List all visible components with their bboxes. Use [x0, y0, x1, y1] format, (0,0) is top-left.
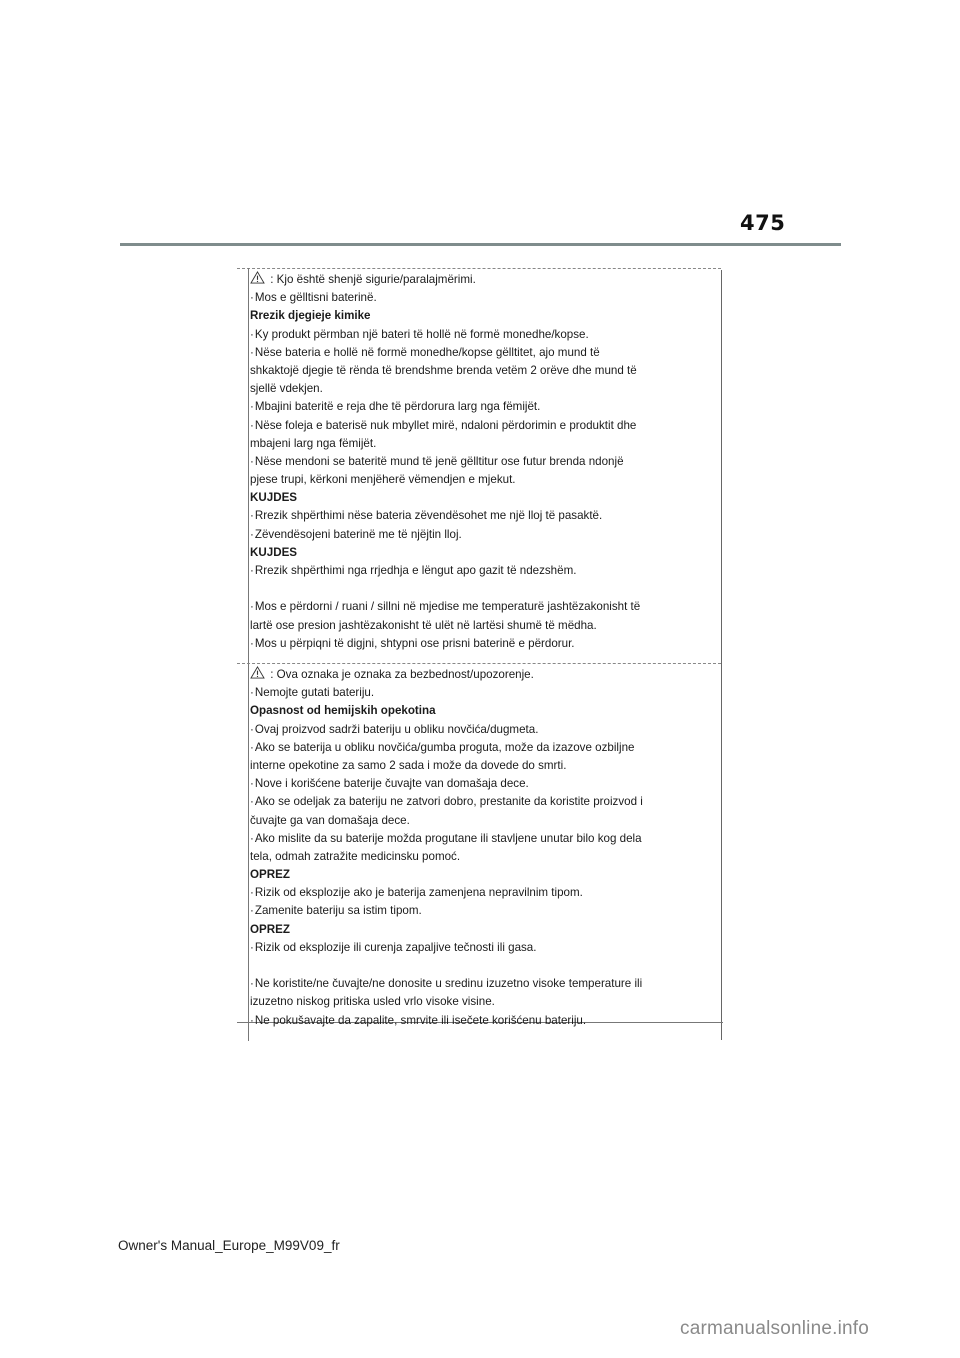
- bullet-dot: ·: [250, 509, 254, 523]
- warning-symbol-line: [250, 271, 720, 289]
- bullet-text: Ne pokušavajte da zapalite, smrvite ili isečete korišćenu bateriju.: [254, 1013, 587, 1027]
- bullet-dot: ·: [250, 600, 254, 614]
- label-left-border: [248, 268, 249, 1041]
- bullet-item: [250, 793, 720, 811]
- continuation-text: shkaktojë djegie të rënda të brendshme brenda vetëm 2 orëve dhe mund të: [250, 363, 637, 377]
- continuation-text: interne opekotine za samo 2 sada i može da dovede do smrti.: [250, 758, 567, 772]
- bullet-item: [250, 830, 720, 848]
- albanian-warning-section: [250, 271, 720, 653]
- warning-triangle-icon: [250, 666, 265, 679]
- bullet-dot: ·: [250, 527, 254, 541]
- bullet-text: Rizik od eksplozije ili curenja zapaljive tečnosti ili gasa.: [254, 940, 537, 954]
- bullet-dot: ·: [250, 418, 254, 432]
- bullet-dot: ·: [250, 564, 254, 577]
- continuation-text: pjese trupi, kërkoni menjëherë vëmendjen e mjekut.: [250, 473, 516, 487]
- continuation-text: čuvajte ga van domašaja dece.: [250, 813, 410, 827]
- bullet-item: [250, 526, 720, 544]
- watermark[interactable]: carmanualsonline.info: [680, 1318, 870, 1339]
- bullet-text: Nove i korišćene baterije čuvajte van domašaja dece.: [254, 777, 529, 791]
- label-section-divider: [237, 663, 721, 664]
- bullet-item: [250, 326, 720, 344]
- header-rule: [120, 243, 841, 246]
- bullet-item: [250, 453, 720, 471]
- bullet-dot: ·: [250, 1013, 254, 1027]
- bullet-item: [250, 507, 720, 525]
- bullet-text: Nemojte gutati bateriju.: [254, 686, 375, 700]
- bullet-dot: ·: [250, 831, 254, 845]
- bullet-dot: ·: [250, 904, 254, 918]
- bullet-item: [250, 884, 720, 902]
- bullet-dot: ·: [250, 940, 254, 954]
- bullet-item: [250, 902, 720, 920]
- continuation-text: lartë ose presion jashtëzakonisht të ulët në lartësi shumë të mëdha.: [250, 618, 597, 632]
- warning-symbol-text: : Kjo është shenjë sigurie/paralajmërimi.: [267, 273, 476, 286]
- bullet-dot: ·: [250, 977, 254, 991]
- warning-symbol-text: : Ova oznaka je oznaka za bezbednost/upozorenje.: [267, 668, 534, 681]
- continuation-text: sjellë vdekjen.: [250, 382, 323, 396]
- bullet-dot: ·: [250, 722, 254, 736]
- bullet-text: Mos u përpiqni të digjni, shtypni ose prisni baterinë e përdorur.: [254, 636, 575, 650]
- bullet-text: Zëvendësojeni baterinë me të njëjtin lloj.: [254, 527, 462, 541]
- section-heading: KUJDES: [250, 491, 298, 505]
- scanned-safety-label: [237, 268, 722, 1041]
- section-heading: OPREZ: [250, 922, 290, 936]
- bullet-dot: ·: [250, 291, 254, 305]
- warning-symbol-line: [250, 666, 720, 684]
- bullet-text: Mos e gëlltisni baterinë.: [254, 291, 377, 305]
- bullet-item: [250, 344, 720, 362]
- bullet-item: [250, 289, 720, 307]
- section-heading: Opasnost od hemijskih opekotina: [250, 704, 436, 718]
- bullet-text: Rrezik shpërthimi nëse bateria zëvendësohet me një lloj të pasaktë.: [254, 509, 603, 523]
- bullet-dot: ·: [250, 686, 254, 700]
- bullet-dot: ·: [250, 327, 254, 341]
- serbian-warning-section: [250, 666, 720, 1030]
- continuation-text: tela, odmah zatražite medicinsku pomoć.: [250, 849, 461, 863]
- bullet-item: [250, 775, 720, 793]
- bullet-text: Mos e përdorni / ruani / sillni në mjedise me temperaturë jashtëzakonisht të: [254, 600, 641, 614]
- bullet-item: [250, 939, 720, 957]
- bullet-text: Ky produkt përmban një bateri të hollë në formë monedhe/kopse.: [254, 327, 589, 341]
- bullet-text: Ovaj proizvod sadrži bateriju u obliku novčića/dugmeta.: [254, 722, 539, 736]
- bullet-text: Zamenite bateriju sa istim tipom.: [254, 904, 422, 918]
- bullet-dot: ·: [250, 636, 254, 650]
- continuation-text: mbajeni larg nga fëmijët.: [250, 436, 377, 450]
- bullet-item: [250, 635, 720, 653]
- bullet-item: [250, 417, 720, 435]
- bullet-text: Ako se odeljak za bateriju ne zatvori dobro, prestanite da koristite proizvod i: [254, 795, 643, 809]
- bullet-item: [250, 562, 720, 580]
- blank-line: [250, 580, 720, 598]
- bullet-dot: ·: [250, 740, 254, 754]
- continuation-text: izuzetno niskog pritiska usled vrlo visoke visine.: [250, 995, 495, 1009]
- warning-triangle-icon: [250, 271, 265, 284]
- bullet-text: Nëse bateria e hollë në formë monedhe/kopse gëlltitet, ajo mund të: [254, 345, 600, 359]
- bullet-dot: ·: [250, 886, 254, 900]
- bullet-item: [250, 721, 720, 739]
- bullet-text: Ako mislite da su baterije možda progutane ili stavljene unutar bilo kog dela: [254, 831, 642, 845]
- bullet-item: [250, 1012, 720, 1030]
- section-heading: KUJDES: [250, 545, 298, 559]
- bullet-text: Ne koristite/ne čuvajte/ne donosite u sredinu izuzetno visoke temperature ili: [254, 977, 643, 991]
- section-heading: Rrezik djegieje kimike: [250, 309, 371, 323]
- bullet-text: Ako se baterija u obliku novčića/gumba proguta, može da izazove ozbiljne: [254, 740, 635, 754]
- bullet-dot: ·: [250, 795, 254, 809]
- bullet-text: Nëse foleja e baterisë nuk mbyllet mirë, ndaloni përdorimin e produktit dhe: [254, 418, 637, 432]
- label-right-border: [721, 270, 722, 1040]
- bullet-dot: ·: [250, 777, 254, 791]
- bullet-text: Nëse mendoni se bateritë mund të jenë gëlltitur ose futur brenda ndonjë: [254, 454, 624, 468]
- page-number: 475: [740, 211, 786, 235]
- bullet-item: [250, 684, 720, 702]
- bullet-item: [250, 975, 720, 993]
- bullet-text: Mbajini bateritë e reja dhe të përdorura larg nga fëmijët.: [254, 400, 541, 414]
- bullet-dot: ·: [250, 345, 254, 359]
- footer-document-id: Owner's Manual_Europe_M99V09_fr: [118, 1238, 340, 1253]
- bullet-item: [250, 598, 720, 616]
- blank-line: [250, 957, 720, 975]
- bullet-dot: ·: [250, 454, 254, 468]
- label-top-border: [237, 268, 721, 269]
- bullet-item: [250, 398, 720, 416]
- bullet-text: Rrezik shpërthimi nga rrjedhja e lëngut apo gazit të ndezshëm.: [254, 564, 577, 577]
- bullet-text: Rizik od eksplozije ako je baterija zamenjena nepravilnim tipom.: [254, 886, 583, 900]
- section-heading: OPREZ: [250, 868, 290, 882]
- bullet-item: [250, 739, 720, 757]
- bullet-dot: ·: [250, 400, 254, 414]
